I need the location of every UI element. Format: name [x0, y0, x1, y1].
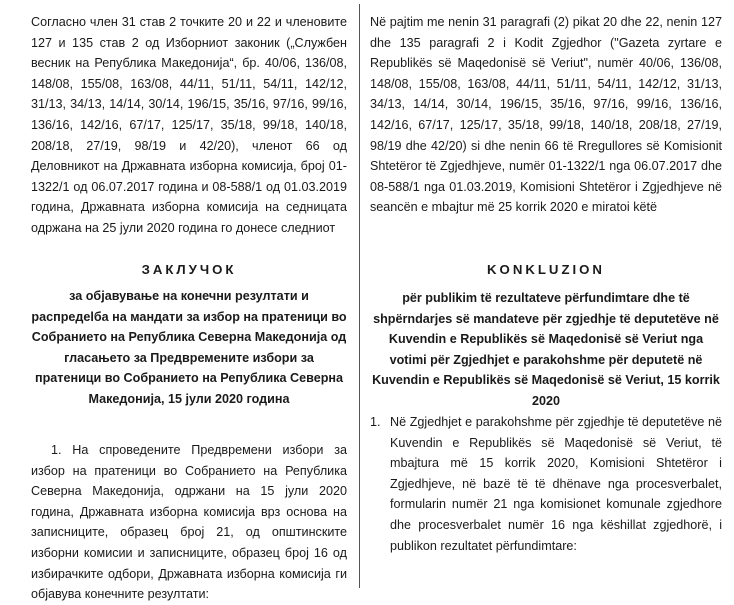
mk-subtitle: за објавување на конечни резултати и распредelба на мандати за избор на пратеници во Собранието на Република Северна Македонија од гласањето за Предвремените избори за пратеници во Собранието на Република Северна Македонија, 15 јули 2020 година: [31, 289, 347, 406]
sq-heading: KONKLUZION: [487, 262, 605, 277]
mk-item-text: На спроведените Предвремени избори за избор на пратеници во Собранието на Република Северна Македонија, одржани на 15 јули 2020 година, Државната изборна комисија врз основа на записниците, образец број 21, од општинските изборни комисии и записниците, образец број 16 од избирачките одбори, Државната изборна комисија ги објавува конечните резултати:: [31, 443, 347, 602]
sq-subtitle: për publikim të rezultateve përfundimtare dhe të shpërndarjes së mandateve për zgjedhje të deputetëve në Kuvendin e Republikës së Maqedonisë së Veriut nga votimi për Zgjedhjet e parakohshme për deputetë në Kuvendin e Republikës së Maqedonisë së Veriut, 15 korrik 2020: [372, 291, 720, 408]
sq-item-text: Në Zgjedhjet e parakohshme për zgjedhje të deputetëve në Kuvendin e Republikës së Maqedonisë së Veriut, të mbajtura më 15 korrik 2020, Komisioni Shtetëror i Zgjedhjeve, në bazë të të dhënave nga procesverbalet, formularin numër 21 nga komisionet komunale zgjedhore dhe procesverbalet numër 16 nga këshillat zgjedhorë, i publikon rezultatet përfundimtare:: [390, 415, 722, 553]
mk-item-1: [31, 440, 347, 605]
mk-item-number: 1.: [51, 443, 62, 457]
mk-preamble: Согласно член 31 став 2 точките 20 и 22 и членовите 127 и 135 став 2 од Изборниот законик („Службен весник на Република Македонија“, бр. 40/06, 136/08, 148/08, 155/08, 163/08, 44/11, 51/11, 54/11, 142/12, 31/13, 34/13, 14/14, 30/14, 196/15, 35/16, 97/16, 99/16, 136/16, 142/16, 67/17, 125/17, 35/18, 99/18, 140/18, 208/18, 27/19, 98/19 и 42/20), членот 66 од Деловникот на Државната изборна комисија, број 01-1322/1 од 06.07.2017 година и 08-588/1 од 01.03.2019 година, Државната изборна комисија на седницата одржана на 25 јули 2020 година го донесе следниот: [31, 15, 347, 235]
sq-item-number: 1.: [370, 415, 381, 429]
sq-preamble: Në pajtim me nenin 31 paragrafi (2) pikat 20 dhe 22, nenin 127 dhe 135 paragrafi 2 i Kodit Zgjedhor ("Gazeta zyrtare e Republikës së Maqedonisë së Veriut", numër 40/06, 136/08, 148/08, 155/08, 163/08, 44/11, 51/11, 54/11, 142/12, 31/13, 34/13, 14/14, 30/14, 196/15, 35/16, 97/16, 99/16, 136/16, 142/16, 67/17, 125/17, 35/18, 99/18, 140/18, 208/18, 27/19, 98/19 dhe 42/20) si dhe nenin 66 të Rregullores së Komisionit Shtetëror të Zgjedhjeve, numër 01-1322/1 nga 06.07.2017 dhe 08-588/1 nga 01.03.2019, Komisioni Shtetëror i Zgjedhjeve në seancën e mbajtur më 25 korrik 2020 e miratoi këtë: [370, 15, 722, 215]
column-divider: [359, 4, 360, 588]
mk-item-body: [31, 440, 347, 605]
mk-heading: ЗАКЛУЧОК: [141, 262, 237, 277]
sq-item-1: [370, 412, 722, 556]
